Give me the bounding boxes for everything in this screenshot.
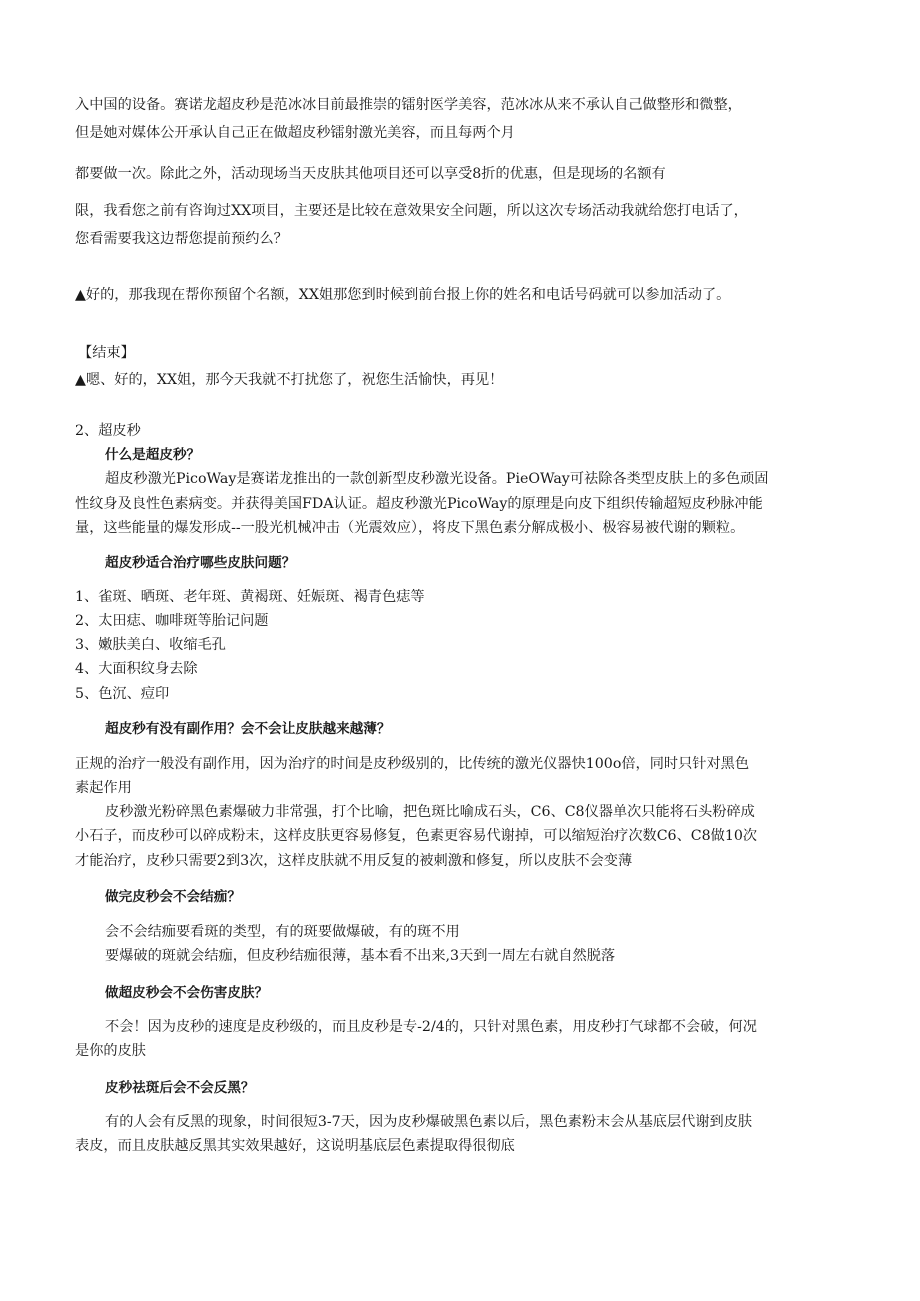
list-item: 2、太田痣、咖啡斑等胎记问题	[75, 613, 269, 629]
answer-scab-line: 要爆破的斑就会结痂，但皮秒结痂很薄，基本看不出来,3天到一周左右就自然脱落	[105, 948, 616, 964]
list-item: 3、嫩肤美白、收缩毛孔	[75, 637, 226, 653]
question-what-is: 什么是超皮秒？	[105, 447, 201, 463]
answer-rebound-line: 有的人会有反黑的现象，时间很短3-7天，因为皮秒爆破黑色素以后，黑色素粉末会从基底层代谢到皮肤	[105, 1114, 753, 1130]
answer-harm-line: 不会！因为皮秒的速度是皮秒级的，而且皮秒是专-2/4的，只针对黑色素，用皮秒打气球都不会破，何况	[105, 1019, 757, 1035]
intro-line-1: 入中国的设备。赛诺龙超皮秒是范冰冰目前最推崇的镭射医学美容，范冰冰从来不承认自己做整形和微整，	[75, 97, 742, 113]
question-scab: 做完皮秒会不会结痂？	[105, 889, 241, 905]
intro-line-2: 但是她对媒体公开承认自己正在做超皮秒镭射激光美容，而且每两个月	[75, 125, 515, 141]
ending-heading: 【结束】	[78, 345, 135, 361]
answer-harm-line: 是你的皮肤	[75, 1043, 146, 1059]
answer-side-effects-line: 皮秒激光粉碎黑色素爆破力非常强，打个比喻，把色斑比喻成石头，C6、C8仪器单次只能将石头粉碎成	[105, 804, 755, 820]
answer-what-is-line: 量，这些能量的爆发形成--一股光机械冲击（光震效应），将皮下黑色素分解成极小、极容易被代谢的颗粒。	[75, 520, 745, 536]
answer-scab-line: 会不会结痂要看斑的类型，有的斑要做爆破，有的斑不用	[105, 924, 460, 940]
answer-side-effects-line: 正规的治疗一般没有副作用，因为治疗的时间是皮秒级别的，比传统的激光仪器快100o倍，同时只针对黑色	[75, 756, 750, 772]
list-item: 1、雀斑、晒斑、老年斑、黄褐斑、妊娠斑、褐青色痣等	[75, 589, 425, 605]
answer-side-effects-line: 才能治疗，皮秒只需要2到3次，这样皮肤就不用反复的被刺激和修复，所以皮肤不会变薄	[75, 853, 633, 869]
intro-line-3: 都要做一次。除此之外，活动现场当天皮肤其他项目还可以享受8折的优惠，但是现场的名额有	[75, 166, 666, 182]
intro-line-4: 限，我看您之前有咨询过XX项目，主要还是比较在意效果安全问题，所以这次专场活动我就给您打电话了，	[75, 203, 748, 219]
ending-text: ▲嗯、好的，XX姐，那今天我就不打扰您了，祝您生活愉快，再见！	[75, 372, 504, 388]
answer-rebound-line: 表皮，而且皮肤越反黑其实效果越好，这说明基底层色素提取得很彻底	[75, 1138, 515, 1154]
answer-what-is-line: 性纹身及良性色素病变。并获得美国FDA认证。超皮秒激光PicoWay的原理是向皮下组织传输超短皮秒脉冲能	[75, 496, 763, 512]
list-item: 4、大面积纹身去除	[75, 661, 198, 677]
section-title: 2、超皮秒	[75, 423, 141, 439]
answer-side-effects-line: 素起作用	[75, 780, 132, 796]
question-harm: 做超皮秒会不会伤害皮肤？	[105, 985, 269, 1001]
intro-line-5: 您看需要我这边帮您提前预约么？	[75, 231, 288, 247]
question-side-effects: 超皮秒有没有副作用？会不会让皮肤越来越薄？	[105, 721, 391, 737]
intro-reply: ▲好的，那我现在帮你预留个名额，XX姐那您到时候到前台报上你的姓名和电话号码就可以参加活动了。	[75, 287, 731, 303]
question-suitable: 超皮秒适合治疗哪些皮肤问题？	[105, 555, 296, 571]
list-item: 5、色沉、痘印	[75, 686, 170, 702]
question-rebound: 皮秒祛斑后会不会反黑？	[105, 1080, 255, 1096]
answer-what-is-line: 超皮秒激光PicoWay是赛诺龙推出的一款创新型皮秒激光设备。PieOWay可祛除各类型皮肤上的多色顽固	[105, 471, 769, 487]
answer-side-effects-line: 小石子，而皮秒可以碎成粉末，这样皮肤更容易修复，色素更容易代谢掉，可以缩短治疗次数C6、C8做10次	[75, 828, 758, 844]
